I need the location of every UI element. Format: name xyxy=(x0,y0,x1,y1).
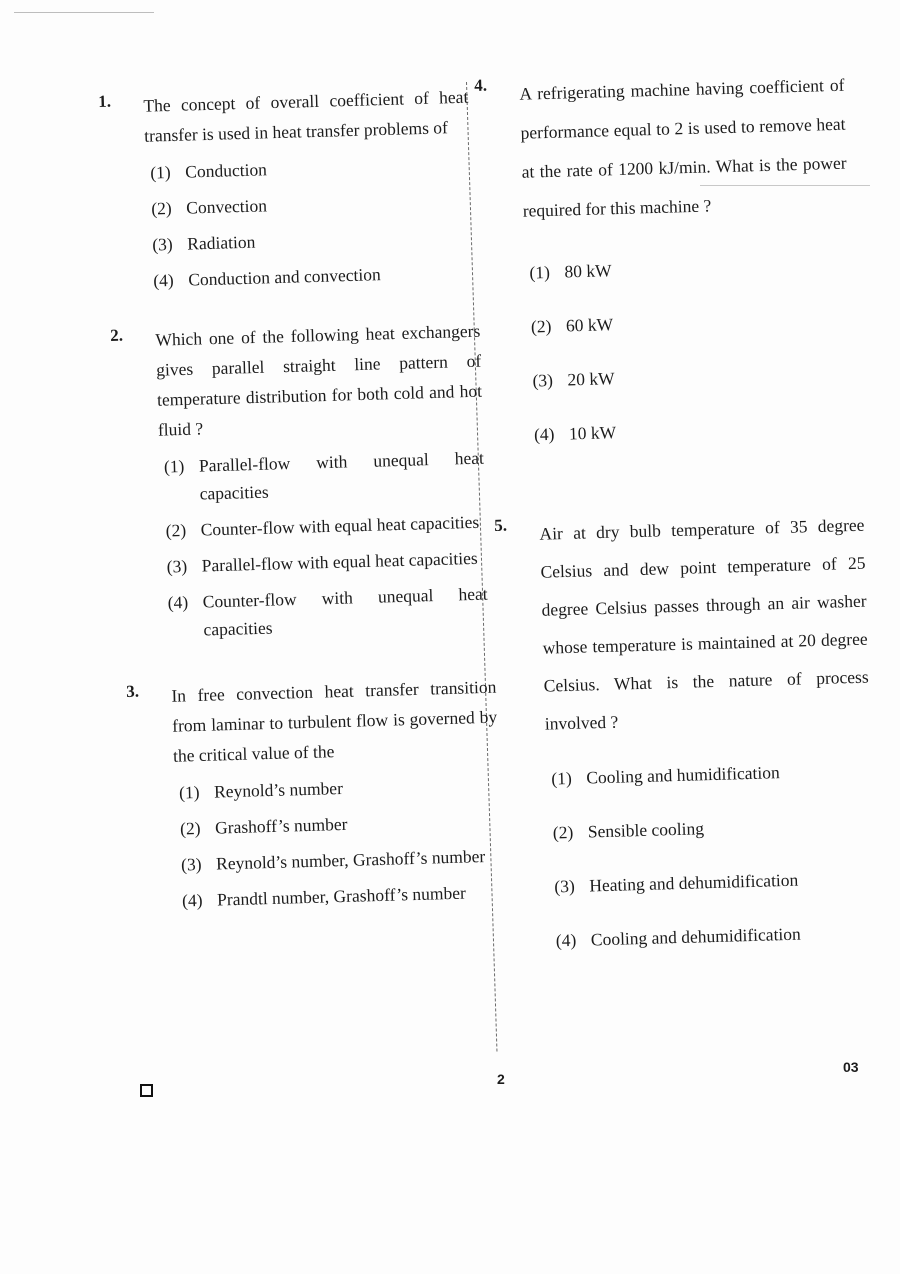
question-number: 1. xyxy=(98,91,112,111)
option-2 xyxy=(552,810,873,847)
option-text: Counter-flow with unequal heat capacities xyxy=(202,583,488,640)
option-list xyxy=(179,770,503,915)
option-list xyxy=(164,444,489,645)
option-number: (1) xyxy=(149,162,171,183)
option-number: (3) xyxy=(166,555,188,577)
option-3 xyxy=(554,864,875,901)
square-mark-icon xyxy=(140,1084,153,1097)
option-2 xyxy=(180,806,501,843)
option-number: (3) xyxy=(554,875,576,897)
option-number: (4) xyxy=(153,269,174,291)
option-number: (4) xyxy=(181,889,203,911)
option-text: Prandtl number, Grashoff’s number xyxy=(216,882,467,910)
option-3 xyxy=(152,222,473,259)
option-2 xyxy=(531,304,852,341)
question-5 xyxy=(494,506,876,956)
option-3 xyxy=(532,358,853,395)
booklet-code: 03 xyxy=(843,1059,859,1075)
question-text: Which one of the following heat exchangers gives parallel straight line pattern of temperature distribution for both cold and hot fluid ? xyxy=(155,320,483,440)
option-1 xyxy=(551,756,872,793)
question-text: Air at dry bulb temperature of 35 degree Celsius and dew point temperature of 25 degree Celsius passes through an air washer whose temperature is maintained at 20 degree Celsius. What is the nature of process involved ? xyxy=(539,514,869,734)
option-text: Cooling and dehumidification xyxy=(590,923,802,950)
question-4 xyxy=(474,66,854,450)
option-number: (2) xyxy=(552,821,574,843)
option-1 xyxy=(150,150,471,187)
option-number: (4) xyxy=(555,929,577,951)
option-number: (2) xyxy=(150,197,172,219)
option-number: (1) xyxy=(163,455,185,477)
option-2 xyxy=(151,186,472,223)
option-text: 80 kW xyxy=(564,260,612,282)
question-number: 2. xyxy=(110,325,124,345)
option-number: (3) xyxy=(180,853,202,875)
option-text: 20 kW xyxy=(567,368,615,390)
option-text: Radiation xyxy=(186,231,256,254)
scan-edge-line xyxy=(14,12,154,13)
option-2 xyxy=(165,508,486,545)
option-text: 10 kW xyxy=(568,422,617,444)
option-number: (1) xyxy=(529,261,551,283)
question-text: The concept of overall coefficient of heat transfer is used in heat transfer problems of xyxy=(143,86,469,146)
option-3 xyxy=(166,544,487,581)
option-number: (2) xyxy=(530,315,552,337)
option-4 xyxy=(153,258,474,295)
option-number: (1) xyxy=(551,767,573,789)
option-number: (2) xyxy=(179,817,201,839)
question-2 xyxy=(110,316,489,646)
option-list xyxy=(551,756,876,955)
option-4 xyxy=(167,580,488,645)
option-number: (3) xyxy=(152,233,173,255)
option-text: Conduction xyxy=(184,159,268,182)
left-column xyxy=(98,86,498,924)
option-number: (4) xyxy=(167,591,189,613)
option-text: Sensible cooling xyxy=(587,818,705,842)
option-1 xyxy=(179,770,500,807)
question-3 xyxy=(126,672,502,916)
option-text: Reynold’s number, Grashoff’s number xyxy=(215,846,486,874)
option-3 xyxy=(181,842,502,879)
option-list xyxy=(150,150,474,295)
question-text: In free convection heat transfer transition from laminar to turbulent flow is governed by the critical value of the xyxy=(171,676,498,766)
option-1 xyxy=(164,444,485,509)
option-text: Conduction and convection xyxy=(187,264,381,290)
question-1 xyxy=(98,82,474,296)
option-text: Cooling and humidification xyxy=(586,762,780,788)
option-text: Convection xyxy=(185,195,268,218)
option-text: Reynold’s number xyxy=(213,777,344,802)
option-text: Heating and dehumidification xyxy=(589,869,799,896)
right-column xyxy=(474,74,869,982)
option-text: Grashoff’s number xyxy=(214,813,348,838)
option-4 xyxy=(555,918,876,955)
option-number: (4) xyxy=(533,423,555,445)
option-text: 60 kW xyxy=(565,314,614,336)
question-text: A refrigerating machine having coefficient of performance equal to 2 is used to remove heat at the rate of 1200 kJ/min. What is the power required for this machine ? xyxy=(519,74,847,221)
option-text: Parallel-flow with unequal heat capacities xyxy=(198,447,485,504)
option-list xyxy=(529,250,854,449)
question-number: 3. xyxy=(126,681,140,701)
page-number: 2 xyxy=(497,1071,505,1087)
option-number: (1) xyxy=(178,781,200,803)
option-4 xyxy=(534,412,855,449)
question-number: 5. xyxy=(494,515,508,535)
option-number: (2) xyxy=(165,519,187,541)
option-1 xyxy=(529,250,850,287)
option-text: Counter-flow with equal heat capacities xyxy=(200,511,480,540)
option-number: (3) xyxy=(532,369,554,391)
option-text: Parallel-flow with equal heat capacities xyxy=(201,547,478,576)
option-4 xyxy=(182,878,503,915)
question-number: 4. xyxy=(474,75,488,95)
